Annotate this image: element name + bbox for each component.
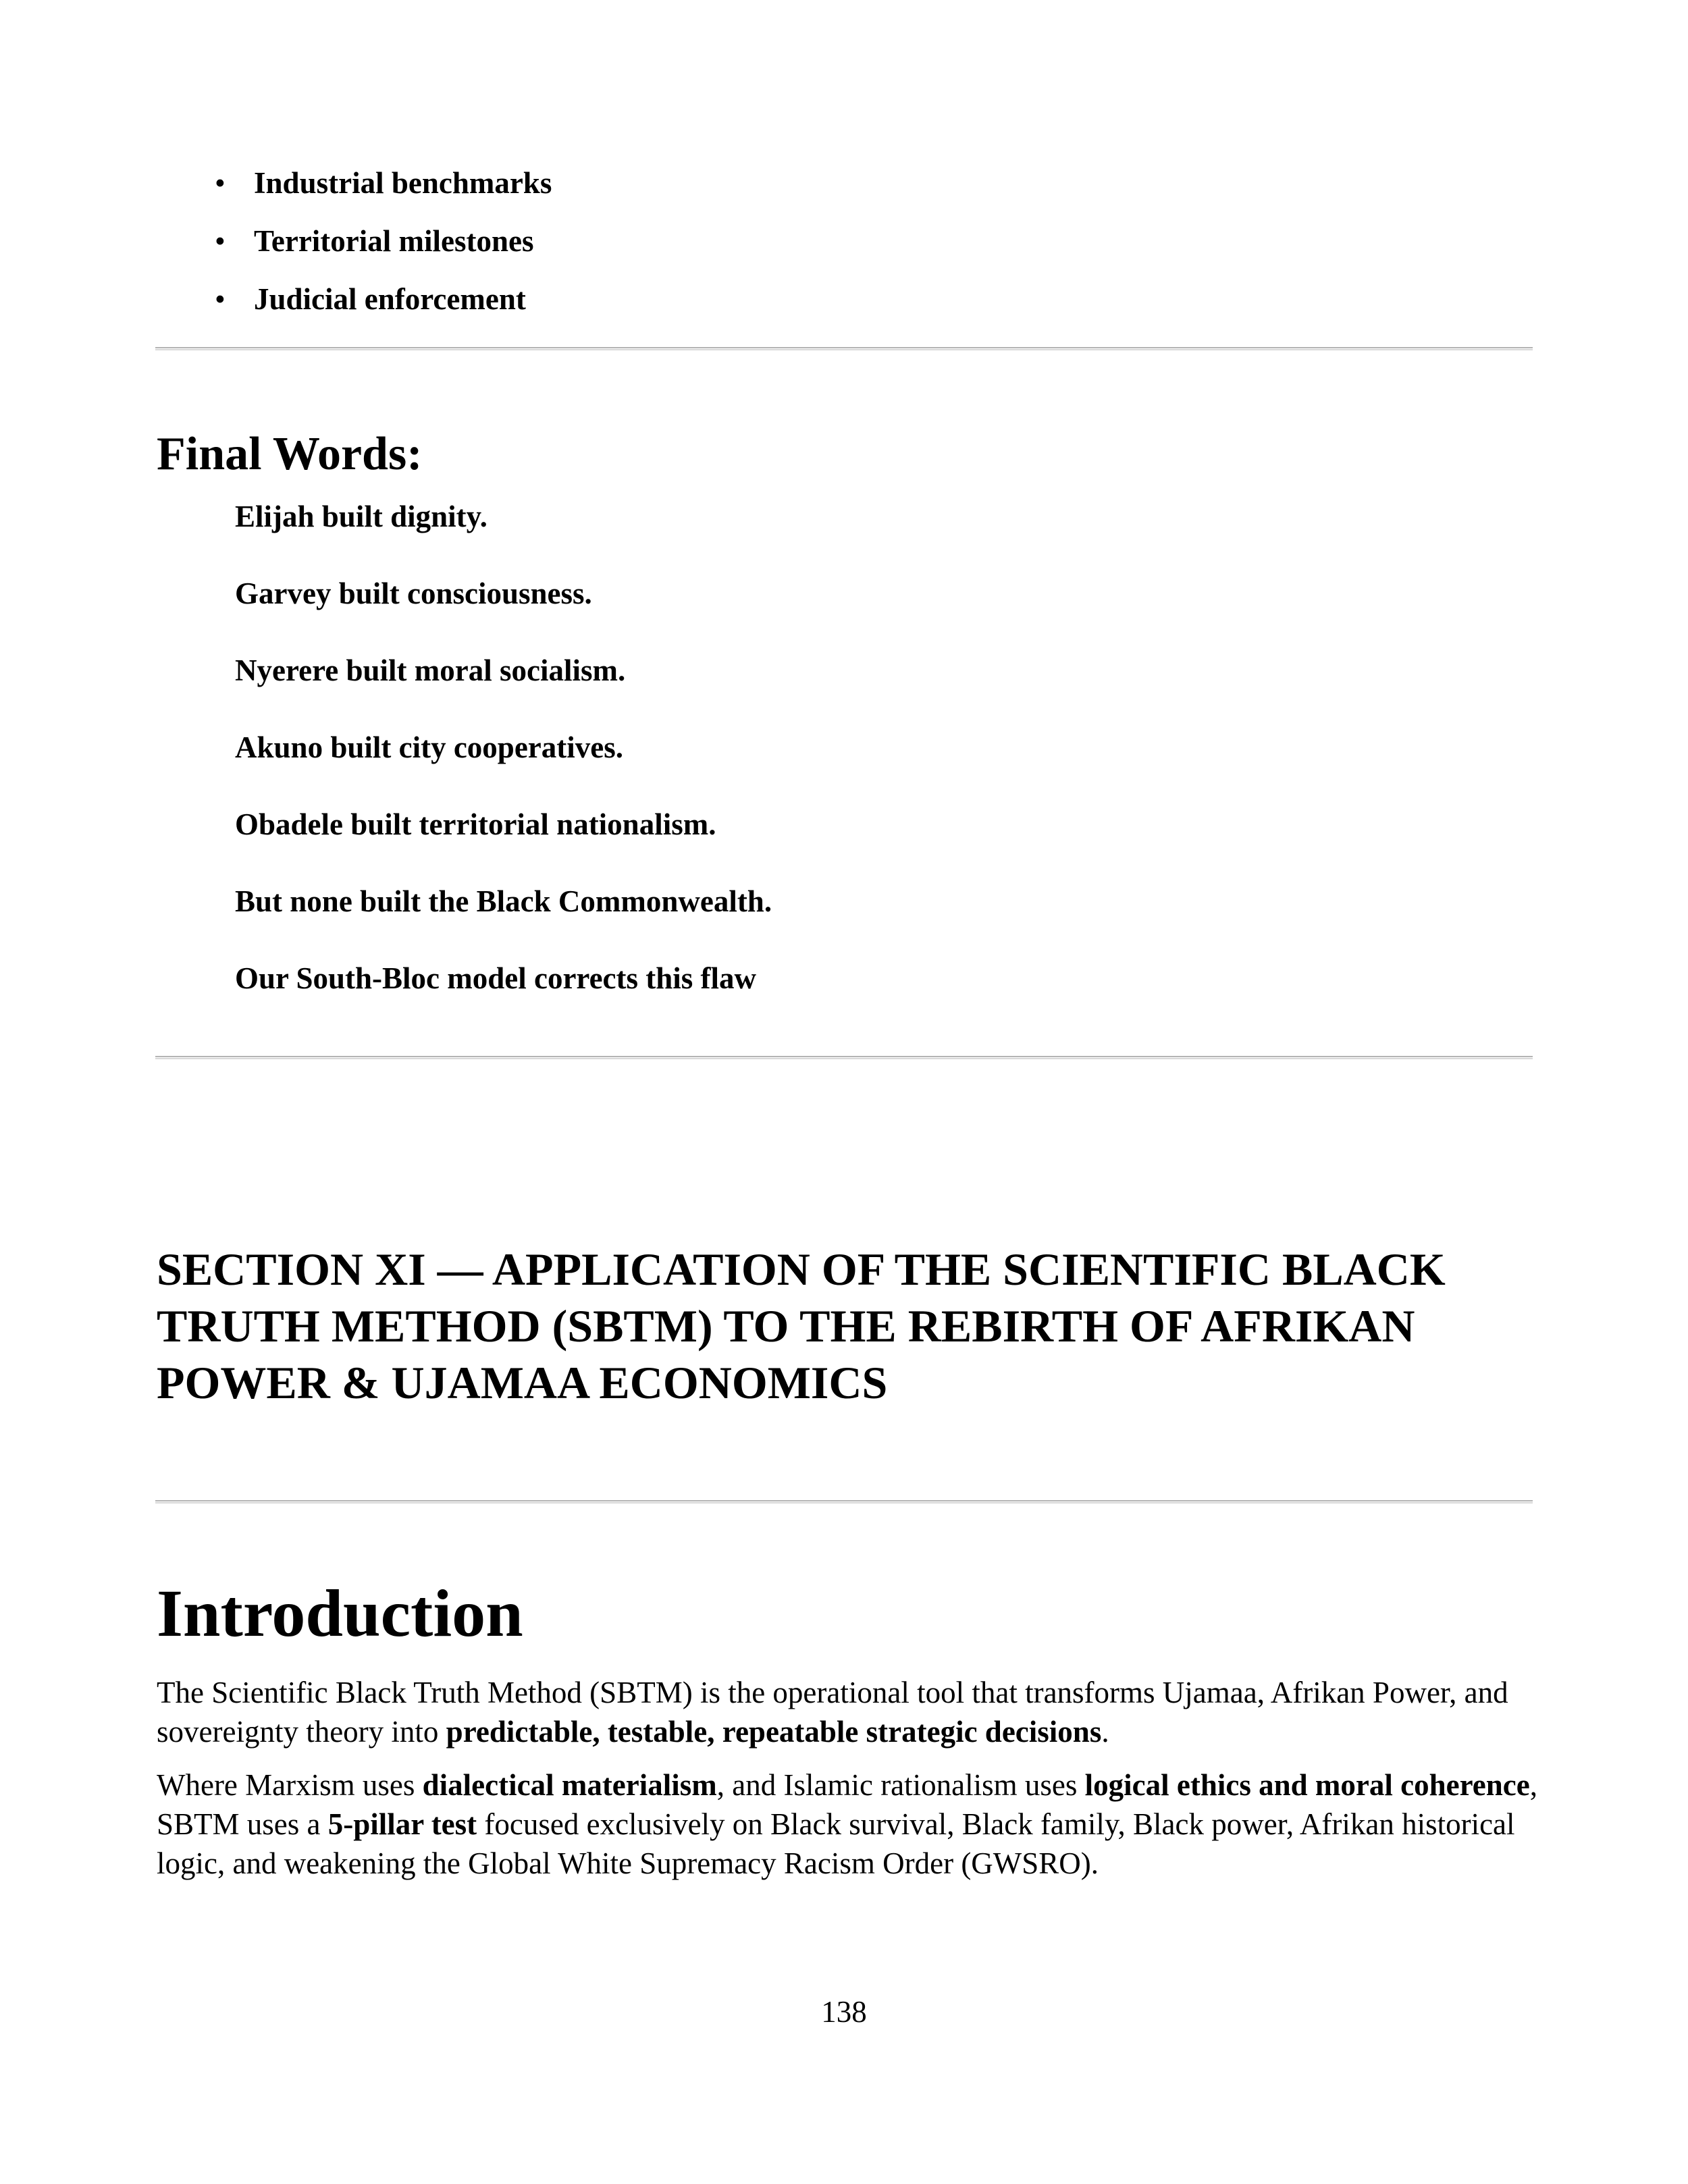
final-words-line: Akuno built city cooperatives.	[235, 730, 624, 764]
final-words-line: Nyerere built moral socialism.	[235, 654, 626, 687]
paragraph-text: .	[1101, 1715, 1109, 1749]
bullet-item	[203, 212, 552, 270]
bullet-glyph: •	[215, 166, 226, 200]
paragraph-text: , and Islamic rationalism uses	[716, 1768, 1085, 1802]
horizontal-rule	[155, 347, 1533, 350]
final-words-list	[235, 496, 772, 1035]
bullet-text: Judicial enforcement	[254, 282, 526, 316]
paragraph-text: , SBTM uses a	[157, 1768, 1537, 1841]
benchmark-bullet-list	[203, 154, 552, 328]
introduction-heading: Introduction	[157, 1576, 523, 1651]
final-words-line: Garvey built consciousness.	[235, 577, 592, 610]
page-number: 138	[821, 1995, 867, 2029]
bullet-glyph: •	[215, 224, 226, 258]
bullet-text: Industrial benchmarks	[254, 166, 552, 200]
final-words-line: Elijah built dignity.	[235, 500, 487, 533]
horizontal-rule	[155, 1056, 1533, 1059]
intro-paragraph-1	[157, 1673, 1541, 1751]
final-words-line: Our South-Bloc model corrects this flaw	[235, 961, 757, 995]
bullet-item	[203, 270, 552, 328]
horizontal-rule	[155, 1500, 1533, 1503]
final-words-line: But none built the Black Commonwealth.	[235, 884, 772, 918]
section-heading: SECTION XI — APPLICATION OF THE SCIENTIFIC BLACK TRUTH METHOD (SBTM) TO THE REBIRTH OF AFRIKAN POWER & UJAMAA ECONOMICS	[157, 1244, 1446, 1408]
paragraph-bold-text: predictable, testable, repeatable strategic decisions	[446, 1715, 1102, 1749]
paragraph-text: focused exclusively on Black survival, Black family, Black power, Afrikan historical logic, and weakening the Global White Supremacy Racism Order (GWSRO).	[157, 1807, 1515, 1880]
paragraph-bold-text: logical ethics and moral coherence	[1084, 1768, 1530, 1802]
paragraph-bold-text: 5-pillar test	[327, 1807, 477, 1841]
final-words-line: Obadele built territorial nationalism.	[235, 807, 716, 841]
paragraph-text: The Scientific Black Truth Method (SBTM) is the operational tool that transforms Ujamaa, Afrikan Power, and sovereignty theory into	[157, 1676, 1508, 1749]
bullet-text: Territorial milestones	[254, 224, 534, 258]
bullet-glyph: •	[215, 282, 226, 316]
paragraph-text: Where Marxism uses	[157, 1768, 423, 1802]
bullet-item	[203, 154, 552, 212]
final-words-heading: Final Words:	[157, 428, 423, 480]
paragraph-bold-text: dialectical materialism	[422, 1768, 717, 1802]
intro-paragraph-2	[157, 1765, 1541, 1883]
